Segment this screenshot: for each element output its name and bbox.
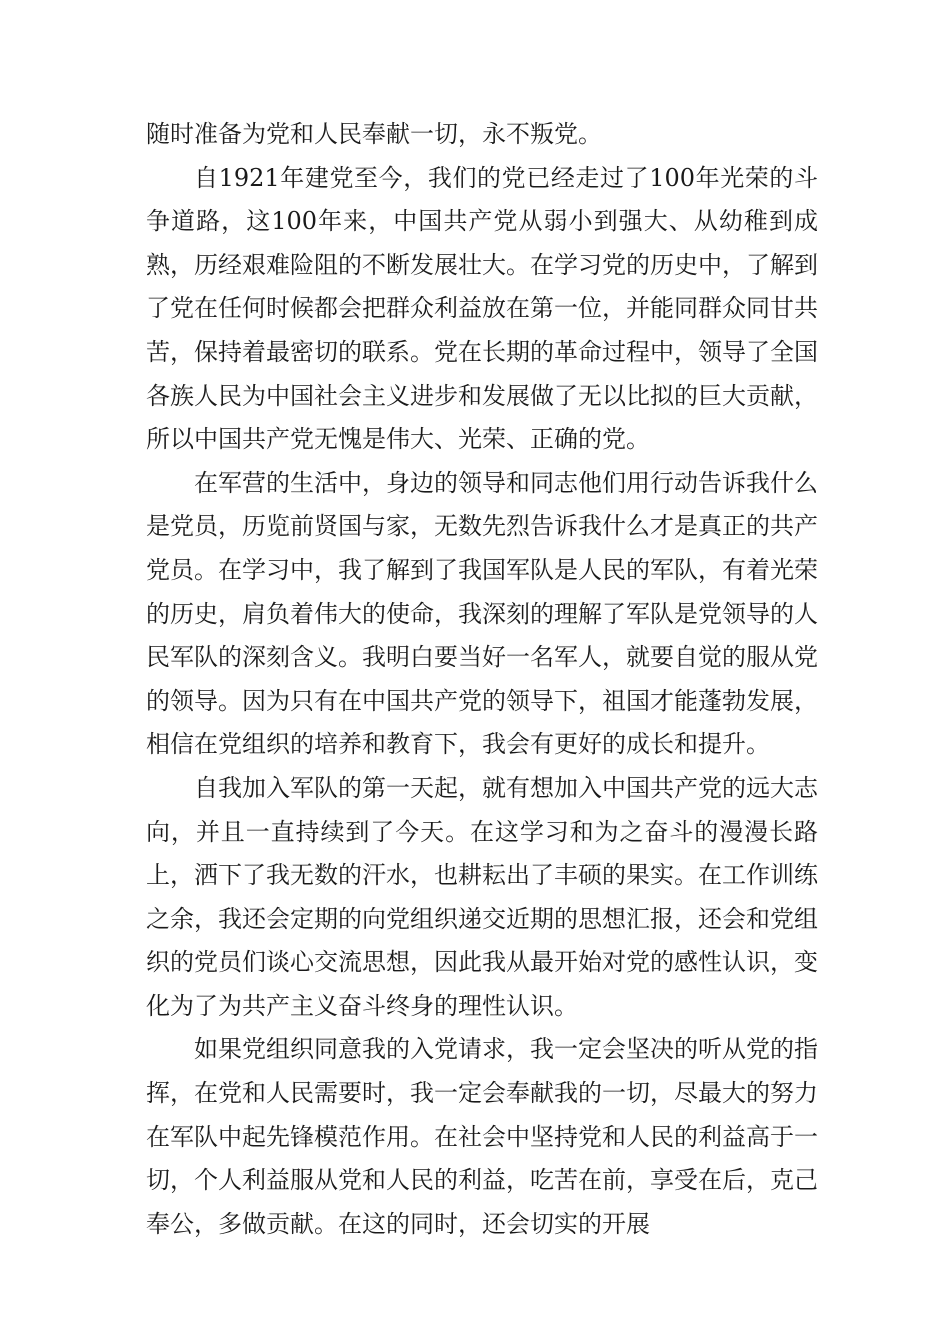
- paragraph-commitment: 如果党组织同意我的入党请求，我一定会坚决的听从党的指挥，在党和人民需要时，我一定会奉献我的一切，尽最大的努力在军队中起先锋模范作用。在社会中坚持党和人民的利益高于一切，个人利益服从党和人民的利益，吃苦在前，享受在后，克己奉公，多做贡献。在这的同时，还会切实的开展: [146, 1035, 818, 1238]
- paragraph-aspiration: 自我加入军队的第一天起，就有想加入中国共产党的远大志向，并且一直持续到了今天。在这学习和为之奋斗的漫漫长路上，洒下了我无数的汗水，也耕耘出了丰硕的果实。在工作训练之余，我还会定期的向党组织递交近期的思想汇报，还会和党组织的党员们谈心交流思想，因此我从最开始对党的感性认识，变化为了为共产主义奋斗终身的理性认识。: [146, 773, 818, 1020]
- paragraph-continuation: 随时准备为党和人民奉献一切，永不叛党。: [146, 120, 602, 148]
- paragraph-party-history: 自1921年建党至今，我们的党已经走过了100年光荣的斗争道路，这100年来，中国共产党从弱小到强大、从幼稚到成熟，历经艰难险阻的不断发展壮大。在学习党的历史中，了解到了党在任何时候都会把群众利益放在第一位，并能同群众同甘共苦，保持着最密切的联系。党在长期的革命过程中，领导了全国各族人民为中国社会主义进步和发展做了无以比拟的巨大贡献，所以中国共产党无愧是伟大、光荣、正确的党。: [146, 163, 818, 454]
- paragraph-military-life: 在军营的生活中，身边的领导和同志他们用行动告诉我什么是党员，历览前贤国与家，无数先烈告诉我什么才是真正的共产党员。在学习中，我了解到了我国军队是人民的军队，有着光荣的历史，肩负着伟大的使命，我深刻的理解了军队是党领导的人民军队的深刻含义。我明白要当好一名军人，就要自觉的服从党的领导。因为只有在中国共产党的领导下，祖国才能蓬勃发展，相信在党组织的培养和教育下，我会有更好的成长和提升。: [146, 468, 818, 759]
- document-body: [146, 113, 818, 1246]
